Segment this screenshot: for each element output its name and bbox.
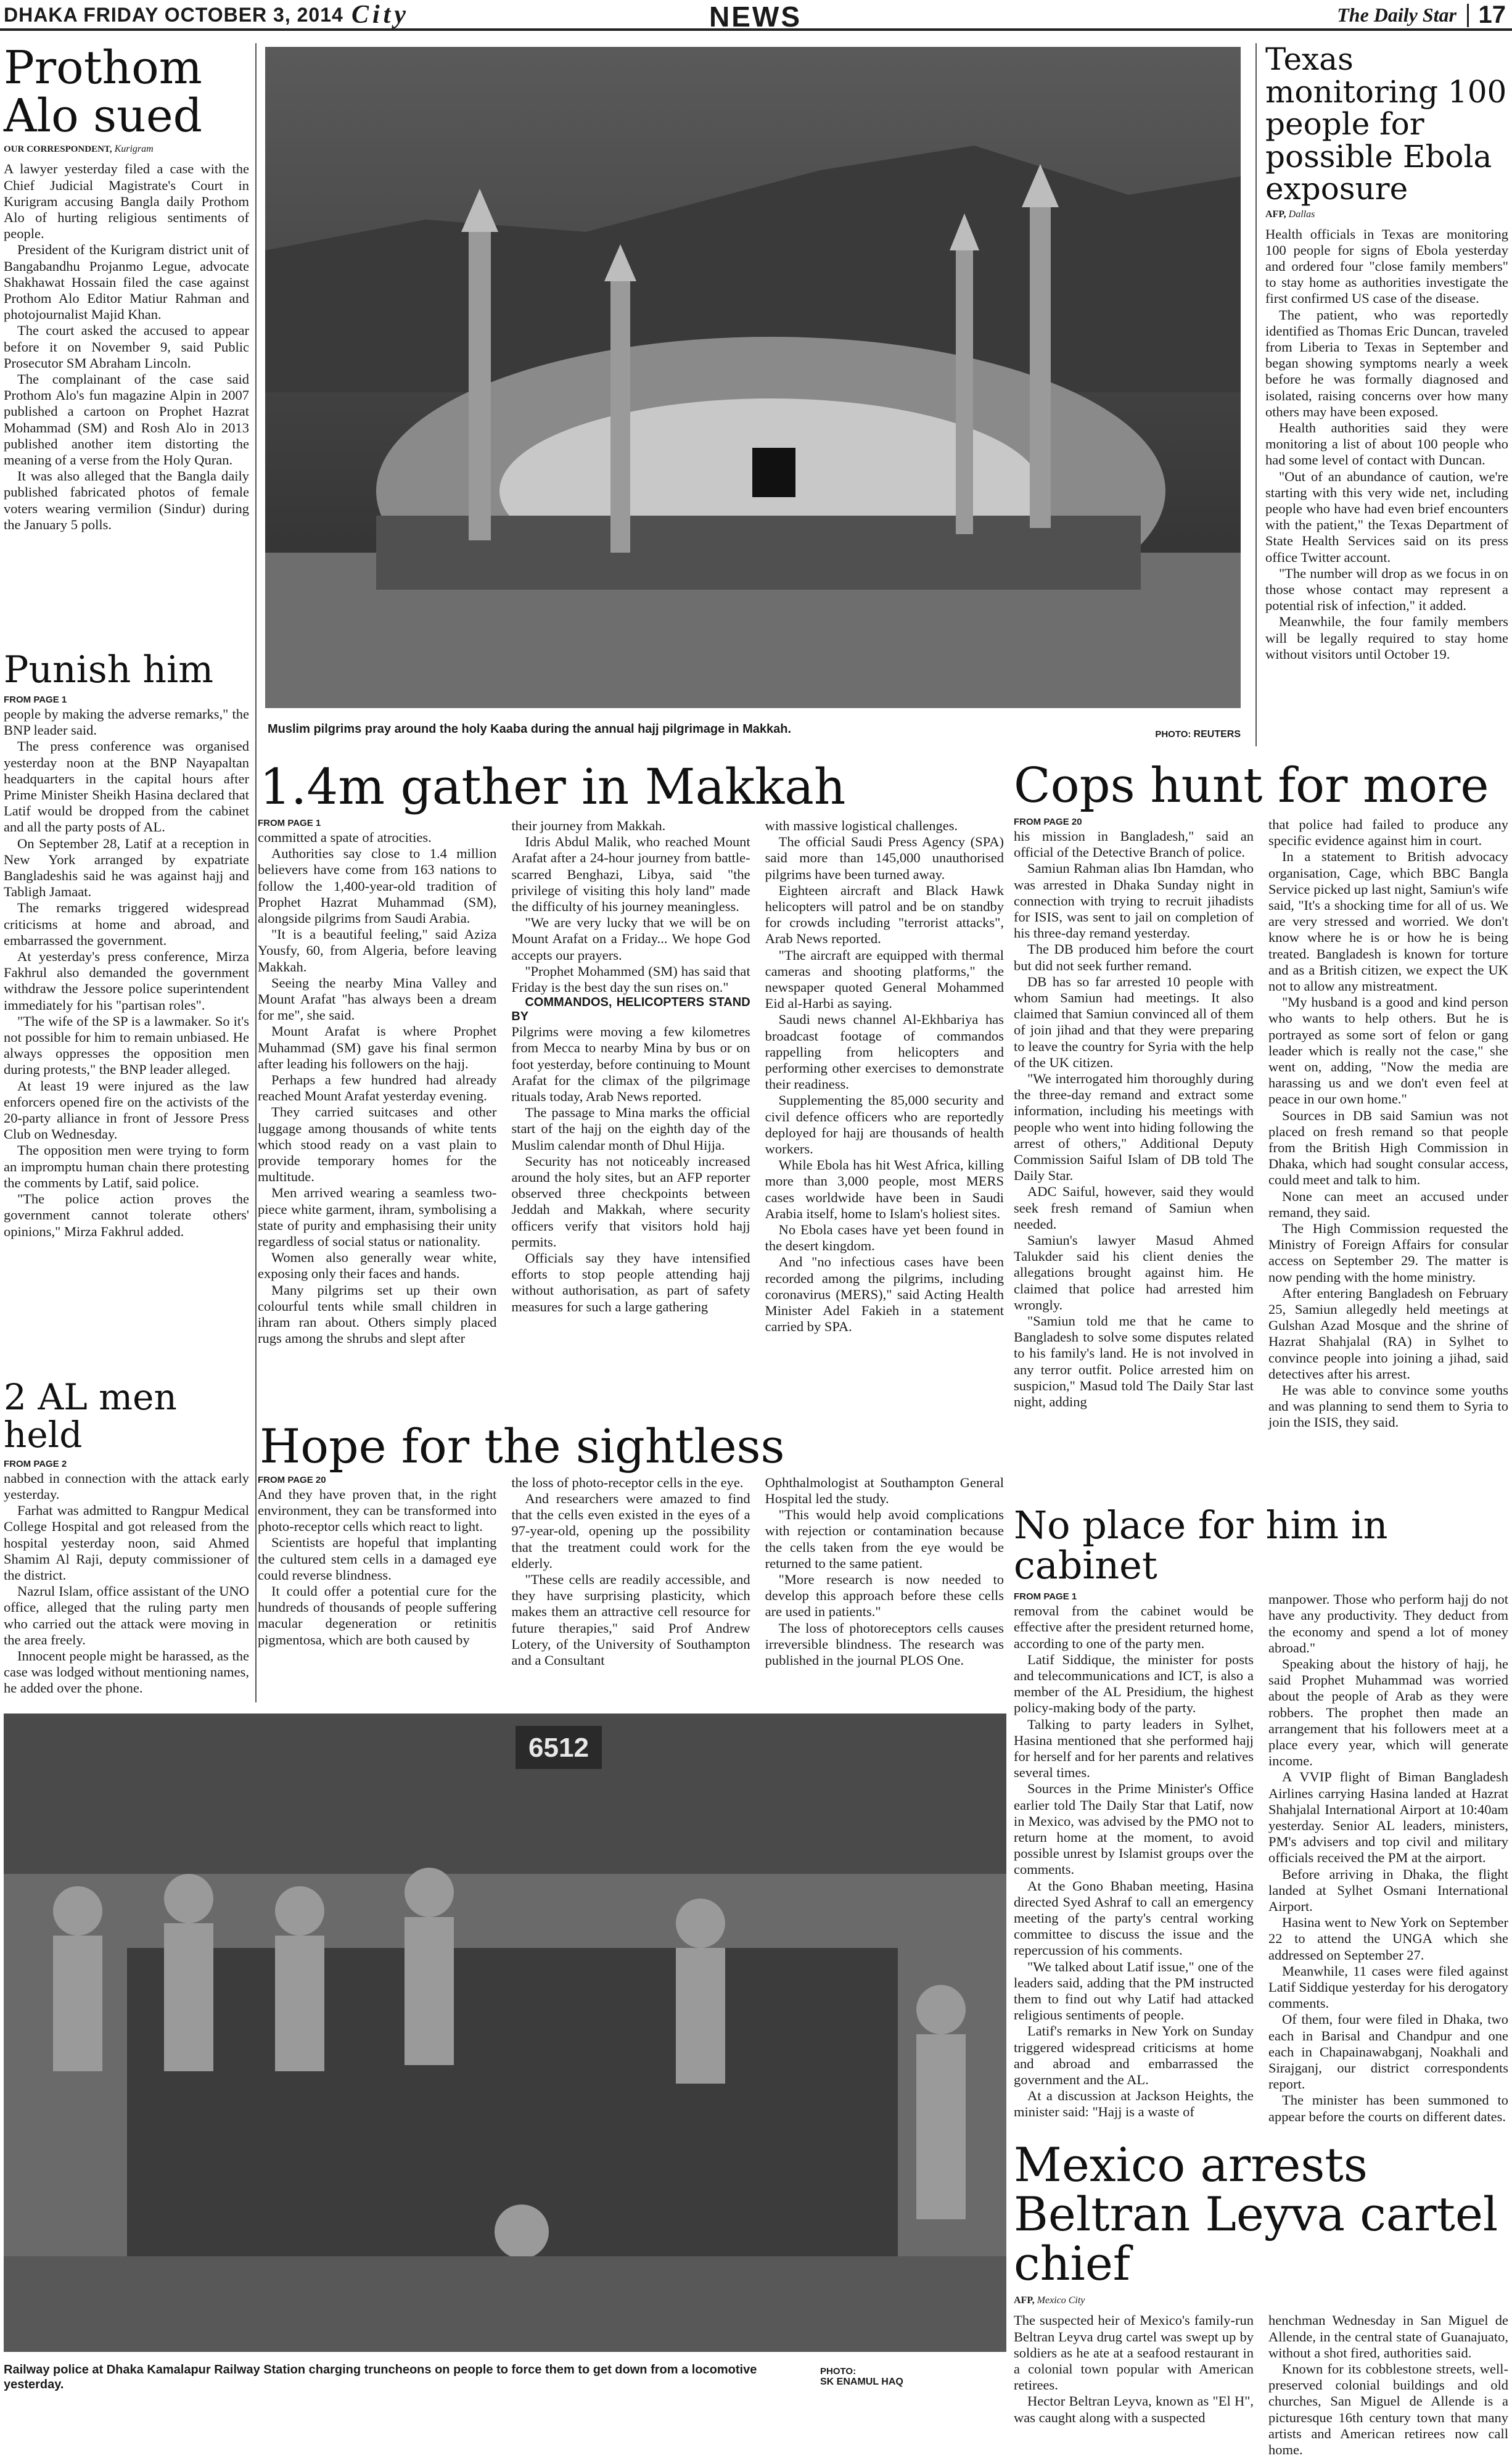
article-al-men-held xyxy=(4,1376,249,1697)
article-body: A lawyer yesterday filed a case with the Chief Judicial Magistrate's Court in Kurigram accusing Bangla daily Prothom Alo of hurting religious sentiments of people. President of the Kurigram district unit of Bangabandhu Projanmo Legue, advocate Shakhawat Hossain filed the case against Prothom Alo Editor Matiur Rahman and photojournalist Majid Khan. The court asked the accused to appear before it on November 9, said Public Prosecutor SM Abraham Lincoln. The complainant of the case said Prothom Alo's fun magazine Alpin in 2007 published a cartoon on Prophet Hazrat Mohammad (SM) and Rosh Alo in 2013 published another item distorting the meaning of a verse from the Holy Quran. It was also alleged that the Bangla daily published fabricated photos of female voters wearing vermilion (Sindur) during the January 5 polls. xyxy=(4,161,249,532)
article-prothom-alo xyxy=(4,41,249,533)
header-date: DHAKA FRIDAY OCTOBER 3, 2014 xyxy=(4,4,343,26)
headline: No place for him in cabinet xyxy=(1014,1503,1388,1588)
jump-label: FROM PAGE 1 xyxy=(4,695,67,705)
article-body: nabbed in connection with the attack early yesterday. Farhat was admitted to Rangpur Medical College Hospital and got released from the hospital yesterday noon, said Ahmed Shamim Al Raji, deputy commissioner of the district. Nazrul Islam, office assistant of the UNO office, alleged that the ruling party men who carried out the attack were moving in the area freely. Innocent people might be harassed, as the case was lodged without mentioning names, he added over the phone. xyxy=(4,1470,249,1696)
headline: Texas monitoring 100 people for possible Ebola exposure xyxy=(1265,41,1507,207)
article-cops-hunt xyxy=(1014,758,1508,1431)
column-2: that police had failed to produce any specific evidence against him in court. In a statement to British advocacy organisation, Cage, which BBC Bangla Service picked up last night, Samiun's wife said, "It's a shocking time for all of us. We are very stressed and worried. We don't know where he is or how he is being treated. Bangladesh is known for torture and as a British citizen, we expect the UK not to allow any mistreatment. "My husband is a good and kind person who wants to help others. But he is portrayed as some sort of felon or gang leader which is really not the case," she went on, adding, "Now the media are harassing us and we don't even feel at peace in our own home." Sources in DB said Samiun was not placed on fresh remand so that people from the British High Commission in Dhaka, which had sought consular access, could meet and talk to him. None can meet an accused under remand, they said. The High Commission requested the Ministry of Foreign Affairs for consular access on September 29. The matter is now pending with the home ministry. After entering Bangladesh on February 25, Samiun allegedly held meetings at Gulshan Azad Mosque and the shrine of Hazrat Shahjalal (RA) in Sylhet to convince people into joining a jihad, said detectives after his arrest. He was able to convince some youths and was planning to send them to Syria to join the ISIS, they said. xyxy=(1268,816,1508,1430)
column-1: FROM PAGE 20 his mission in Bangladesh," said an official of the Detective Branch of police. Samiun Rahman alias Ibn Hamdan, who was arrested in Dhaka Sunday night in connection with trying to recruit jihadists for ISIS, was sent to jail on completion of his three-day remand yesterday. The DB produced him before the court but did not seek further remand. DB has so far arrested 10 people with whom Samiun had meetings. It also claimed that Samiun convinced all of them of join jihad and that they were preparing to leave the country for Syria with the help of the UK citizen. "We interrogated him thoroughly during the three-day remand and extract some information, including his meetings with people who went into hiding following the arrest of others," Additional Deputy Commission Saiful Islam of DB told The Daily Star. ADC Saiful, however, said they would seek fresh remand of Samiun when needed. Samiun's lawyer Masud Ahmed Talukder said his client denies the allegations brought against him. He claimed that police had arrested him wrongly. "Samiun told me that he came to Bangladesh to solve some disputes related to his family's land. He is not involved in any terror outfit. Police arrested him on suspicion," Masud told The Daily Star last night, adding xyxy=(1014,816,1254,1409)
headline: 1.4m gather in Makkah xyxy=(260,758,846,815)
hajj-photo-credit: PHOTO: REUTERS xyxy=(1155,729,1241,740)
column-1: The suspected heir of Mexico's family-run Beltran Leyva drug cartel was swept up by soldiers as he ate at a seafood restaurant in a colonial town popular with American retirees. Hector Beltran Leyva, known as "El H", was caught along with a suspected xyxy=(1014,2312,1254,2425)
article-hope-sightless xyxy=(258,1419,1004,1668)
headline: Hope for the sightless xyxy=(260,1419,785,1474)
railway-photo xyxy=(4,1714,1006,2352)
column-rule xyxy=(255,43,257,1702)
column-1: FROM PAGE 20 And they have proven that, in the right environment, they can be transformed into photo-receptor cells which react to light. Scientists are hopeful that implanting the cultured stem cells in a damaged eye could reverse blindness. It could offer a potential cure for the hundreds of thousands of people suffering macular degeneration or retinitis pigmentosa, which are both caused by xyxy=(258,1474,497,1648)
article-body: Health officials in Texas are monitoring 100 people for signs of Ebola yesterday and ordered four "close family members" to stay home as authorities investigate the first confirmed US case of the disease. The patient, who was reportedly identified as Thomas Eric Duncan, traveled from Liberia to Texas in September and began showing symptoms nearly a week before he was formally diagnosed and isolated, raising concerns over how many others may have been exposed. Health authorities said they were monitoring a list of about 100 people who had some level of contact with Duncan. "Out of an abundance of caution, we're starting with this very wide net, including people who have had even brief encounters with the patient," the Texas Department of State Health Services said on its press office Twitter account. "The number will drop as we focus in on those whose contact may represent a potential risk of infection," it added. Meanwhile, the four family members will be legally required to stay home without visitors until October 19. xyxy=(1265,226,1508,662)
column-2: manpower. Those who perform hajj do not have any productivity. They deduct from the economy and spend a lot of money abroad." Speaking about the history of hajj, he said Prophet Muhammad was worried about the people of Arab as they were robbers. The prophet then made an arrangement that his followers meet at a place every year, which will generate income. A VVIP flight of Biman Bangladesh Airlines carrying Hasina landed at Hazrat Shahjalal International Airport at 10:40am yesterday. Senior AL leaders, ministers, PM's advisers and top civil and military officials received the PM at the airport. Before arriving in Dhaka, the flight landed at Sylhet Osmani International Airport. Hasina went to New York on September 22 to attend the UNGA which she addressed on September 27. Meanwhile, 11 cases were filed against Latif Siddique yesterday for his derogatory comments. Of them, four were filed in Dhaka, two each in Barisal and Chandpur and one each in Chapainawabganj, Noakhali and Sirajganj, our district correspondents report. The minister has been summoned to appear before the courts on different dates. xyxy=(1268,1591,1508,2124)
byline: OUR CORRESPONDENT, Kurigram xyxy=(4,144,154,155)
jump-label: FROM PAGE 2 xyxy=(4,1458,67,1469)
header-divider xyxy=(1467,4,1469,27)
article-texas-ebola xyxy=(1265,43,1508,662)
headline: 2 AL men held xyxy=(4,1376,177,1456)
masthead: The Daily Star xyxy=(1337,4,1457,26)
article-body: people by making the adverse remarks," the BNP leader said. The press conference was organised yesterday noon at the BNP Nayapaltan headquarters in the capital hours after Prime Minister Sheikh Hasina declared that Latif would be dropped from the cabinet and all the party posts of AL. On September 28, Latif at a reception in New York arranged by expatriate Bangladeshis said he was against hajj and Tabligh Jamaat. The remarks triggered widespread criticisms at home and abroad, and embarrassed the government. At yesterday's press conference, Mirza Fakhrul also demanded the government withdraw the Jessore police superintendent immediately for his "partisan roles". "The wife of the SP is a lawmaker. So it's not possible for him to remain unbiased. He always oppresses the opposition men during protests," the BNP leader alleged. At least 19 were injured as the law enforcers opened fire on the activists of the 20-party alliance in front of Jessore Press Club on Wednesday. The opposition men were trying to form an impromptu human chain there protesting the comments by Latif, said police. "The police action proves the government cannot tolerate others' opinions," Mirza Fakhrul added. xyxy=(4,706,249,1239)
railway-photo-credit: PHOTO: SK ENAMUL HAQ xyxy=(820,2366,903,2387)
column-1: FROM PAGE 1 removal from the cabinet would be effective after the president returned home, according to one of the party men. Latif Siddique, the minister for posts and telecommunications and ICT, is also a member of the AL Presidium, the highest policy-making body of the party. Talking to party leaders in Sylhet, Hasina mentioned that she performed hajj for herself and for her parents and relatives several times. Sources in the Prime Minister's Office earlier told The Daily Star that Latif, now in Mexico, was advised by the PMO not to return home at the moment, to avoid possible unrest by Islamist groups over the comments. At the Gono Bhaban meeting, Hasina directed Syed Ashraf to call an emergency meeting of the party's central working committee to discuss the issue and the repercussion of his comments. "We talked about Latif issue," one of the leaders said, adding that the PM instructed them to find out why Latif had attacked religious sentiments of people. Latif's remarks in New York on Sunday triggered widespread criticisms at home and abroad and embarrassed the government and the AL. At a discussion at Jackson Heights, the minister said: "Hajj is a waste of xyxy=(1014,1591,1254,2120)
hajj-photo-caption: Muslim pilgrims pray around the holy Kaaba during the annual hajj pilgrimage in Makkah. xyxy=(268,722,792,736)
article-mexico-cartel xyxy=(1014,2137,1508,2458)
column-rule xyxy=(1255,43,1257,746)
column-3: with massive logistical challenges. The official Saudi Press Agency (SPA) said more than 145,000 unauthorised pilgrims have been turned away. Eighteen aircraft and Black Hawk helicopters will patrol and be on standby for crowds including "terrorist attacks", Arab News reported. "The aircraft are equipped with thermal cameras and shooting platforms," the newspaper quoted General Mohammed Eid al-Harbi as saying. Saudi news channel Al-Ekhbariya has broadcast footage of commandos rappelling from helicopters and performing other exercises to demonstrate their readiness. Supplementing the 85,000 security and civil defence officers who are reportedly deployed for hajj are thousands of health workers. While Ebola has hit West Africa, killing more than 3,000 people, most MERS cases worldwide have been in Saudi Arabia itself, home to Islam's holiest sites. No Ebola cases have yet been found in the desert kingdom. And "no infectious cases have been recorded among the pilgrims, including coronavirus (MERS)," said Acting Health Minister Adel Fakieh in a statement carried by SPA. xyxy=(765,818,1004,1335)
section-name: City xyxy=(351,1,409,29)
hajj-photo-image xyxy=(265,47,1241,708)
locomotive-number: 6512 xyxy=(528,1733,589,1763)
column-2: henchman Wednesday in San Miguel de Allende, in the central state of Guanajuato, without a shot fired, authorities said. Known for its cobblestone streets, well-preserved colonial buildings and old churches, San Miguel de Allende is a picturesque 16th century town that many artists and American retirees now call home. xyxy=(1268,2312,1508,2458)
byline: AFP, Dallas xyxy=(1265,208,1315,220)
hajj-photo xyxy=(265,47,1241,708)
headline: Cops hunt for more xyxy=(1014,758,1489,814)
section-label: NEWS xyxy=(709,1,802,33)
subheading: COMMANDOS, HELICOPTERS STAND BY xyxy=(511,996,750,1024)
column-2: the loss of photo-receptor cells in the eye. And researchers were amazed to find that the cells even existed in the eyes of a 97-year-old, opening up the possibility that the treatment could work for the elderly. "These cells are readily accessible, and they have surprising plasticity, which makes them an attractive cell resource for future therapies," said Prof Andrew Lotery, of the University of Southampton and a Consultant xyxy=(511,1474,750,1668)
page-number: 17 xyxy=(1478,1,1506,28)
article-cabinet xyxy=(1014,1505,1508,2125)
headline: Prothom Alo sued xyxy=(4,41,202,142)
railway-photo-image xyxy=(4,1714,1006,2352)
article-makkah xyxy=(258,758,1004,1347)
column-3: Ophthalmologist at Southampton General Hospital led the study. "This would help avoid complications with rejection or contamination because the cells taken from the eye would be returned to the same patient. "More research is now needed to develop this approach before these cells are used in patients." The loss of photoreceptors cells causes irreversible blindness. The research was published in the journal PLOS One. xyxy=(765,1474,1004,1668)
column-1: FROM PAGE 1 committed a spate of atrocities. Authorities say close to 1.4 million believers have come from 163 nations to follow the 1,400-year-old tradition of Prophet Hazrat Muhammad (SM), alongside pilgrims from Saudi Arabia. "It is a beautiful feeling," said Aziza Yousfy, 60, from Algeria, before leaving Makkah. Seeing the nearby Mina Valley and Mount Arafat "has always been a dream for me", she said. Mount Arafat is where Prophet Muhammad (SM) gave his final sermon after leading his followers on the hajj. Perhaps a few hundred had already reached Mount Arafat yesterday evening. They carried suitcases and other luggage among thousands of white tents which stood ready on a vast plain to provide temporary homes for the multitude. Men arrived wearing a seamless two-piece white garment, ihram, symbolising a state of purity and emphasising their unity regardless of social status or nationality. Women also generally wear white, exposing only their faces and hands. Many pilgrims set up their own colourful tents while small children in ihram ran about. Others simply placed rugs among the shrubs and slept after xyxy=(258,818,497,1347)
headline: Mexico arrests Beltran Leyva cartel chief xyxy=(1014,2137,1498,2291)
page-header xyxy=(0,0,1512,31)
article-punish-him xyxy=(4,648,249,1240)
column-2: their journey from Makkah. Idris Abdul Malik, who reached Mount Arafat after a 24-hour journey from battle-scarred Benghazi, Libya, said "the privilege of visiting this holy land" made the difficulty of his journey meaningless. "We are very lucky that we will be on Mount Arafat on a Friday... We hope God accepts our prayers. "Prophet Mohammed (SM) has said that Friday is the best day the sun rises on." COMMANDOS, HELICOPTERS STAND BY Pilgrims were moving a few kilometres from Mecca to nearby Mina by bus or on foot yesterday, before continuing to Mount Arafat for the climax of the pilgrimage rituals today, Arab News reported. The passage to Mina marks the official start of the hajj on the eighth day of the Muslim calendar month of Dhul Hijja. Security has not noticeably increased around the holy sites, but an AFP reporter observed three checkpoints between Jeddah and Makkah, where security officers verify that visitors hold hajj permits. Officials say they have intensified efforts to stop people attending hajj without authorisation, as part of safety measures for such a large gathering xyxy=(511,818,750,1314)
railway-photo-caption: Railway police at Dhaka Kamalapur Railway Station charging truncheons on people to force them to get down from a locomotive yesterday. xyxy=(4,2363,757,2391)
headline: Punish him xyxy=(4,648,214,691)
byline: AFP, Mexico City xyxy=(1014,2295,1085,2306)
